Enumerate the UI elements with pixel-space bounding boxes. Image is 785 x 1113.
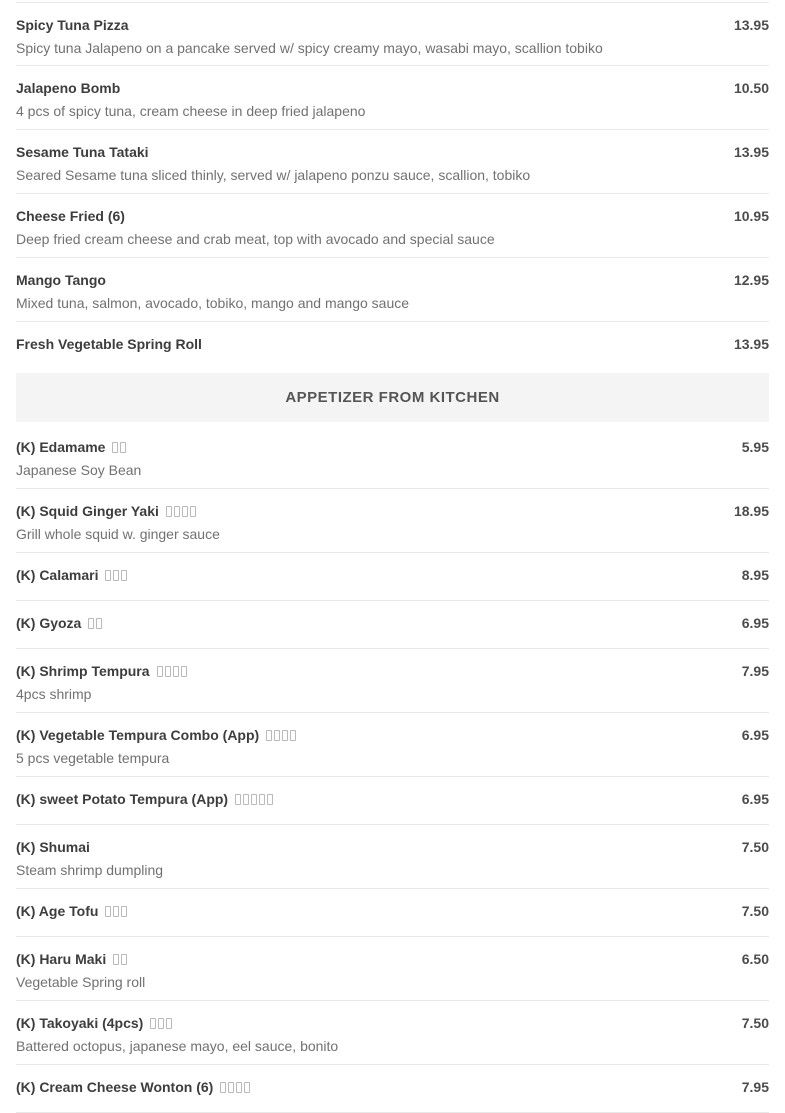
menu-item-row[interactable] — [16, 194, 769, 258]
menu-item-row[interactable] — [16, 1065, 769, 1113]
missing-glyph-box — [165, 666, 171, 677]
missing-glyph-box — [113, 570, 119, 581]
missing-glyph-box — [105, 570, 111, 581]
menu-item-description: Steam shrimp dumpling — [16, 862, 164, 878]
menu-item-row[interactable] — [16, 1001, 769, 1065]
menu-item-head — [16, 206, 769, 226]
menu-item-head — [16, 334, 769, 354]
missing-glyph-boxes — [164, 503, 196, 519]
menu-item-price: 12.95 — [733, 272, 769, 288]
menu-item-price: 7.95 — [741, 1079, 769, 1095]
missing-glyph-box — [150, 1018, 156, 1029]
menu-item-head — [16, 270, 769, 290]
menu-item-description: 4 pcs of spicy tuna, cream cheese in deep fried jalapeno — [16, 103, 366, 119]
menu-item-name: Jalapeno Bomb — [16, 80, 121, 96]
menu-item-description: Spicy tuna Jalapeno on a pancake served w/ spicy creamy mayo, wasabi mayo, scallion tobiko — [16, 40, 603, 56]
missing-glyph-boxes — [155, 663, 187, 679]
menu-item-head — [16, 501, 769, 521]
missing-glyph-box — [121, 570, 127, 581]
section-header-appetizer-from-kitchen — [16, 373, 769, 422]
missing-glyph-box — [251, 794, 257, 805]
missing-glyph-box — [267, 794, 273, 805]
menu-item-head — [16, 789, 769, 809]
menu-item-row[interactable] — [16, 258, 769, 322]
missing-glyph-box — [173, 666, 179, 677]
menu-item-name: Fresh Vegetable Spring Roll — [16, 336, 202, 352]
menu-item-name: (K) Squid Ginger Yaki — [16, 501, 196, 521]
menu-item-head — [16, 142, 769, 162]
missing-glyph-box — [113, 906, 119, 917]
menu-item-row[interactable] — [16, 130, 769, 194]
menu-item-row[interactable] — [16, 713, 769, 777]
missing-glyph-box — [266, 730, 272, 741]
menu-item-row[interactable] — [16, 553, 769, 601]
missing-glyph-boxes — [264, 727, 296, 743]
menu-item-name: (K) Haru Maki — [16, 949, 127, 969]
menu-item-name: (K) Cream Cheese Wonton (6) — [16, 1077, 250, 1097]
menu-item-price: 8.95 — [741, 567, 769, 583]
missing-glyph-boxes — [111, 951, 127, 967]
menu-item-head — [16, 1077, 769, 1097]
menu-item-name: (K) Edamame — [16, 437, 126, 457]
menu-item-price: 6.95 — [741, 727, 769, 743]
menu-item-name: (K) Shrimp Tempura — [16, 661, 187, 681]
menu-item-name: (K) Vegetable Tempura Combo (App) — [16, 725, 296, 745]
menu-item-head — [16, 15, 769, 35]
missing-glyph-box — [274, 730, 280, 741]
menu-item-name: Sesame Tuna Tataki — [16, 144, 149, 160]
menu-item-description: Battered octopus, japanese mayo, eel sauce, bonito — [16, 1038, 339, 1054]
menu-item-row[interactable] — [16, 601, 769, 649]
menu-item-head — [16, 661, 769, 681]
menu-item-description: 5 pcs vegetable tempura — [16, 750, 170, 766]
missing-glyph-box — [190, 506, 196, 517]
menu-item-price: 6.95 — [741, 615, 769, 631]
menu-item-name: (K) Calamari — [16, 565, 127, 585]
missing-glyph-box — [166, 506, 172, 517]
menu-item-price: 6.50 — [741, 951, 769, 967]
missing-glyph-boxes — [148, 1015, 172, 1031]
missing-glyph-box — [157, 666, 163, 677]
menu-item-row[interactable] — [16, 322, 769, 370]
missing-glyph-boxes — [218, 1079, 250, 1095]
missing-glyph-boxes — [103, 903, 127, 919]
menu-item-head — [16, 613, 769, 633]
menu-item-head — [16, 837, 769, 857]
missing-glyph-box — [166, 1018, 172, 1029]
menu-item-price: 10.95 — [733, 208, 769, 224]
menu-item-row[interactable] — [16, 825, 769, 889]
missing-glyph-box — [96, 618, 102, 629]
menu-item-price: 13.95 — [733, 144, 769, 160]
menu-item-price: 13.95 — [733, 336, 769, 352]
menu-section-appetizer-from-kitchen — [16, 425, 769, 1113]
menu-item-head — [16, 78, 769, 98]
menu-item-name: Cheese Fried (6) — [16, 208, 125, 224]
menu-item-row[interactable] — [16, 777, 769, 825]
menu-item-price: 5.95 — [741, 439, 769, 455]
menu-item-description: Vegetable Spring roll — [16, 974, 146, 990]
missing-glyph-box — [235, 794, 241, 805]
menu-item-description: Seared Sesame tuna sliced thinly, served w/ jalapeno ponzu sauce, scallion, tobiko — [16, 167, 531, 183]
menu-item-description: Mixed tuna, salmon, avocado, tobiko, mango and mango sauce — [16, 295, 410, 311]
menu-item-head — [16, 1013, 769, 1033]
missing-glyph-box — [120, 442, 126, 453]
menu-item-row[interactable] — [16, 66, 769, 130]
menu-item-name: (K) sweet Potato Tempura (App) — [16, 789, 273, 809]
menu-item-row[interactable] — [16, 425, 769, 489]
missing-glyph-box — [112, 442, 118, 453]
menu-item-description: Grill whole squid w. ginger sauce — [16, 526, 220, 542]
missing-glyph-box — [121, 954, 127, 965]
missing-glyph-box — [259, 794, 265, 805]
menu-item-head — [16, 901, 769, 921]
missing-glyph-box — [121, 906, 127, 917]
missing-glyph-box — [182, 506, 188, 517]
menu-item-name: Mango Tango — [16, 272, 106, 288]
missing-glyph-box — [174, 506, 180, 517]
menu-item-description: Japanese Soy Bean — [16, 462, 142, 478]
menu-section-appetizer-sushi-bar — [16, 2, 769, 370]
menu-item-price: 13.95 — [733, 17, 769, 33]
missing-glyph-boxes — [103, 567, 127, 583]
menu-item-head — [16, 565, 769, 585]
menu-item-head — [16, 949, 769, 969]
missing-glyph-box — [243, 794, 249, 805]
missing-glyph-box — [290, 730, 296, 741]
menu-item-name: (K) Takoyaki (4pcs) — [16, 1013, 172, 1033]
missing-glyph-box — [220, 1082, 226, 1093]
menu-item-price: 10.50 — [733, 80, 769, 96]
missing-glyph-box — [88, 618, 94, 629]
menu-item-price: 18.95 — [733, 503, 769, 519]
missing-glyph-boxes — [233, 791, 273, 807]
menu-item-row[interactable] — [16, 2, 769, 66]
missing-glyph-box — [282, 730, 288, 741]
missing-glyph-box — [236, 1082, 242, 1093]
menu-item-row[interactable] — [16, 937, 769, 1001]
missing-glyph-box — [113, 954, 119, 965]
menu-item-price: 7.50 — [741, 1015, 769, 1031]
menu-item-price: 7.50 — [741, 839, 769, 855]
missing-glyph-boxes — [110, 439, 126, 455]
menu-item-description: Deep fried cream cheese and crab meat, top with avocado and special sauce — [16, 231, 495, 247]
menu-item-price: 7.95 — [741, 663, 769, 679]
menu-item-price: 6.95 — [741, 791, 769, 807]
menu-item-head — [16, 437, 769, 457]
missing-glyph-box — [228, 1082, 234, 1093]
menu-item-row[interactable] — [16, 889, 769, 937]
missing-glyph-box — [158, 1018, 164, 1029]
missing-glyph-box — [105, 906, 111, 917]
menu-item-description: 4pcs shrimp — [16, 686, 92, 702]
menu-item-name: (K) Age Tofu — [16, 901, 127, 921]
missing-glyph-box — [244, 1082, 250, 1093]
menu-item-row[interactable] — [16, 489, 769, 553]
menu-page — [0, 2, 785, 1113]
menu-item-row[interactable] — [16, 649, 769, 713]
menu-item-head — [16, 725, 769, 745]
missing-glyph-boxes — [86, 615, 102, 631]
missing-glyph-box — [181, 666, 187, 677]
menu-item-name: (K) Shumai — [16, 839, 90, 855]
menu-item-name: Spicy Tuna Pizza — [16, 17, 129, 33]
menu-item-name: (K) Gyoza — [16, 613, 102, 633]
section-header-label: APPETIZER FROM KITCHEN — [285, 389, 500, 406]
menu-item-price: 7.50 — [741, 903, 769, 919]
